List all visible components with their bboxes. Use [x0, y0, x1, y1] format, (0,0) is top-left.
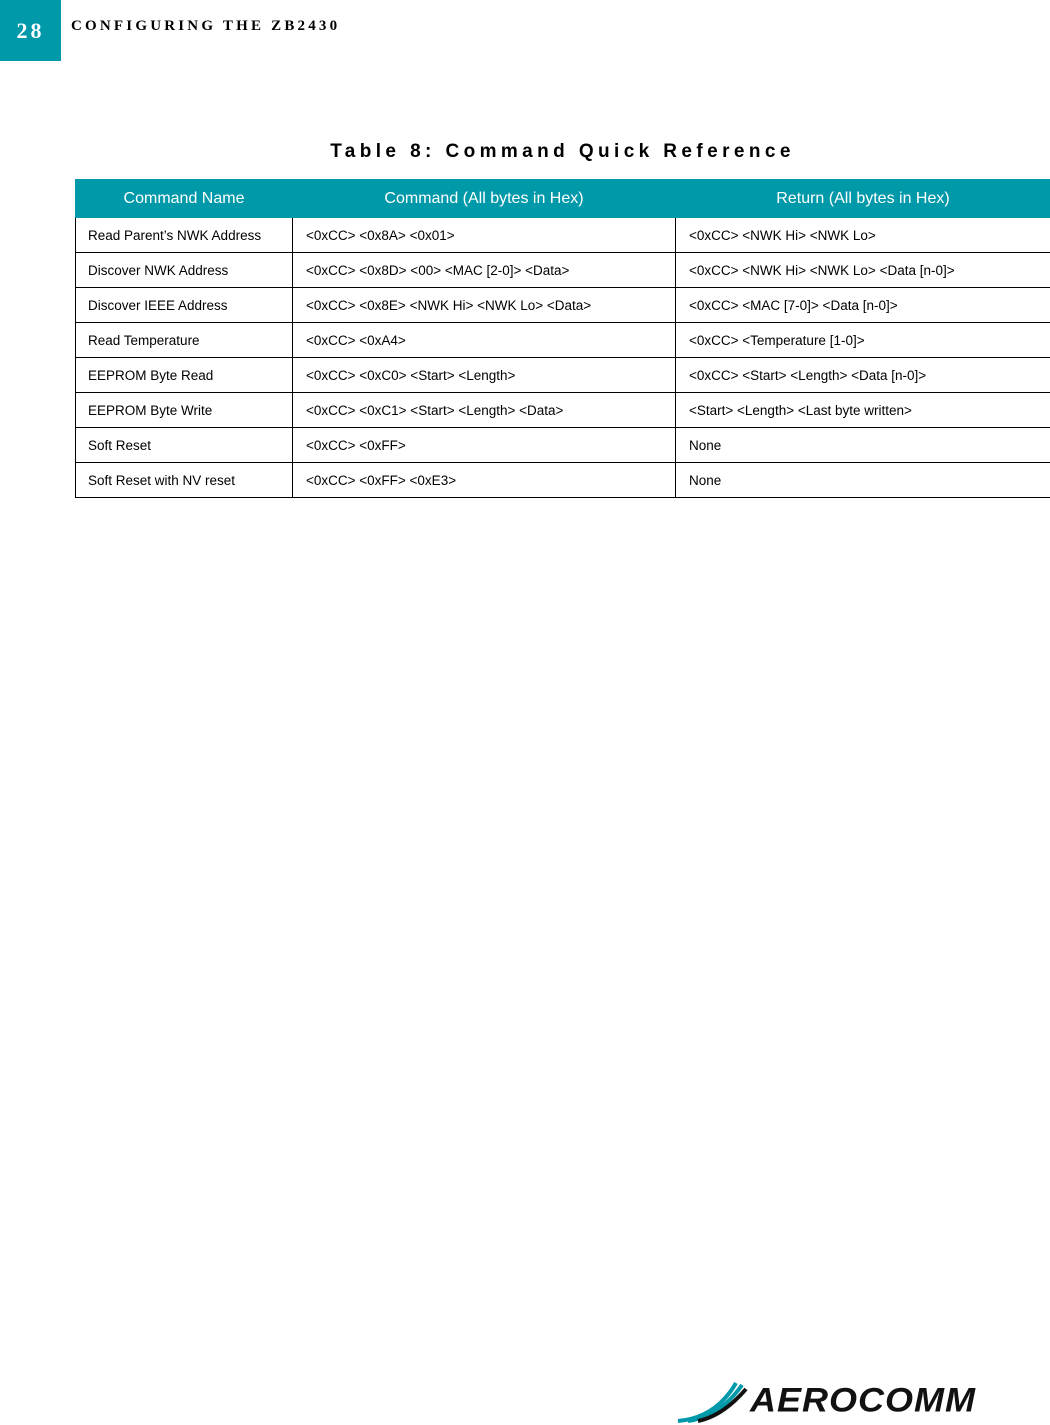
cell-return: None: [676, 463, 1050, 498]
logo-text: AEROCOMM: [750, 1380, 976, 1419]
table-row: [76, 393, 1050, 428]
cell-return: <0xCC> <Start> <Length> <Data [n-0]>: [676, 358, 1050, 393]
cell-return: <0xCC> <MAC [7-0]> <Data [n-0]>: [676, 288, 1050, 323]
cell-command-name: Discover NWK Address: [76, 253, 293, 288]
column-header-command-name: Command Name: [76, 180, 293, 218]
cell-return: None: [676, 428, 1050, 463]
cell-command-name: Read Parent’s NWK Address: [76, 218, 293, 253]
cell-command: <0xCC> <0xA4>: [293, 323, 676, 358]
table-row: [76, 253, 1050, 288]
cell-return: <0xCC> <NWK Hi> <NWK Lo>: [676, 218, 1050, 253]
table-row: [76, 323, 1050, 358]
table-row: [76, 428, 1050, 463]
cell-command-name: Soft Reset: [76, 428, 293, 463]
cell-command: <0xCC> <0x8A> <0x01>: [293, 218, 676, 253]
table-row: [76, 288, 1050, 323]
table-title: Table 8: Command Quick Reference: [330, 141, 795, 162]
cell-command: <0xCC> <0xFF>: [293, 428, 676, 463]
swoosh-icon: [676, 1377, 748, 1423]
cell-command-name: EEPROM Byte Read: [76, 358, 293, 393]
cell-return: <Start> <Length> <Last byte written>: [676, 393, 1050, 428]
cell-command-name: Discover IEEE Address: [76, 288, 293, 323]
cell-return: <0xCC> <NWK Hi> <NWK Lo> <Data [n-0]>: [676, 253, 1050, 288]
table-row: [76, 218, 1050, 253]
cell-command-name: Soft Reset with NV reset: [76, 463, 293, 498]
cell-command: <0xCC> <0xFF> <0xE3>: [293, 463, 676, 498]
cell-command: <0xCC> <0xC1> <Start> <Length> <Data>: [293, 393, 676, 428]
table-header-row: [76, 180, 1050, 218]
cell-return: <0xCC> <Temperature [1-0]>: [676, 323, 1050, 358]
table-row: [76, 463, 1050, 498]
cell-command: <0xCC> <0x8D> <00> <MAC [2-0]> <Data>: [293, 253, 676, 288]
cell-command-name: EEPROM Byte Write: [76, 393, 293, 428]
cell-command-name: Read Temperature: [76, 323, 293, 358]
aerocomm-logo: [676, 1376, 1038, 1424]
cell-command: <0xCC> <0x8E> <NWK Hi> <NWK Lo> <Data>: [293, 288, 676, 323]
page-number-badge: [0, 0, 61, 61]
column-header-command: Command (All bytes in Hex): [293, 180, 676, 218]
column-header-return: Return (All bytes in Hex): [676, 180, 1050, 218]
table-row: [76, 358, 1050, 393]
chapter-title: CONFIGURING THE ZB2430: [71, 18, 341, 34]
page-number: 28: [16, 17, 45, 43]
command-reference-table: [75, 179, 1050, 498]
cell-command: <0xCC> <0xC0> <Start> <Length>: [293, 358, 676, 393]
